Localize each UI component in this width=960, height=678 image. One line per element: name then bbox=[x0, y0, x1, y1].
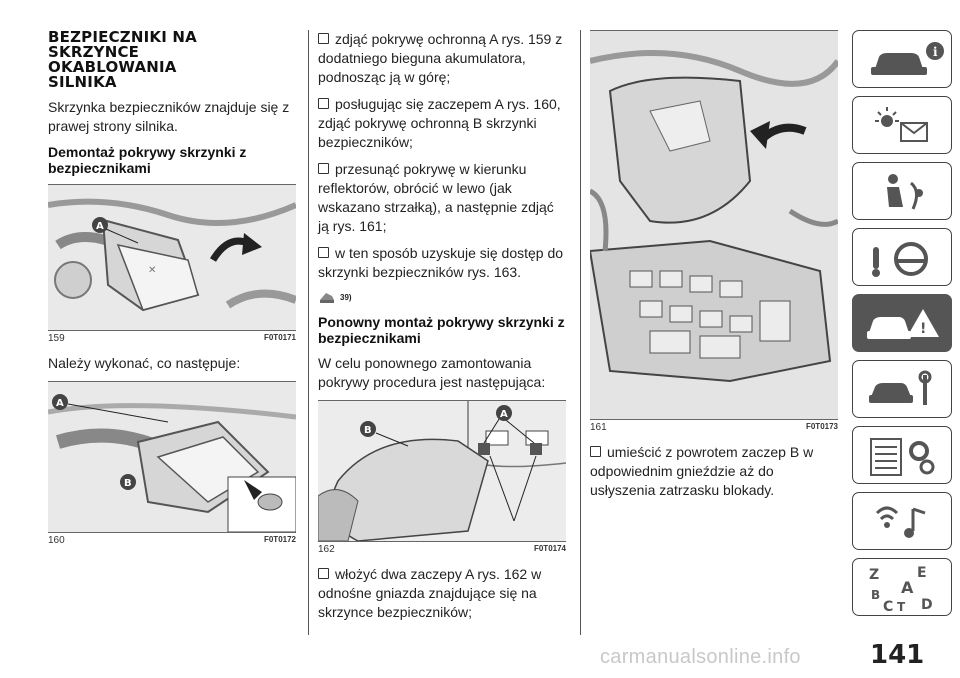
figure-160 bbox=[48, 381, 296, 533]
tab-index[interactable] bbox=[852, 558, 952, 616]
reinstall-intro: W celu ponownego zamontowania pokrywy procedura jest następująca: bbox=[318, 355, 546, 390]
step-2 bbox=[318, 95, 566, 152]
watermark: carmanualsonline.info bbox=[600, 646, 801, 668]
tab-starting-driving[interactable] bbox=[852, 228, 952, 286]
step-4 bbox=[318, 244, 566, 282]
figure-161 bbox=[590, 30, 838, 420]
step-5-text: włożyć dwa zaczepy A rys. 162 w odnośne gniazda znajdujące się na skrzynce bezpieczników; bbox=[318, 566, 542, 620]
tab-emergency[interactable] bbox=[852, 294, 952, 352]
column-divider-2 bbox=[580, 30, 581, 635]
figure-160-label-a: A bbox=[56, 398, 64, 409]
figure-161-illustration bbox=[590, 30, 838, 420]
figure-160-label-b: B bbox=[124, 478, 132, 489]
specs-gear-icon bbox=[853, 427, 953, 485]
step-6 bbox=[590, 443, 838, 500]
index-letter: B bbox=[871, 588, 881, 602]
index-letter: D bbox=[921, 597, 933, 613]
column-2 bbox=[318, 30, 566, 630]
intro-paragraph: Skrzynka bezpieczników znajduje się z prawej strony silnika. bbox=[48, 99, 290, 134]
section-title: BEZPIECZNIKI NA SKRZYNCE OKABLOWANIA SILNIKA bbox=[48, 28, 197, 91]
figure-161-number: 161 bbox=[590, 422, 607, 433]
column-3 bbox=[590, 30, 838, 508]
multimedia-icon bbox=[853, 493, 953, 551]
index-letter: Z bbox=[869, 567, 880, 583]
figure-161-caption bbox=[590, 422, 838, 433]
tab-car-info[interactable] bbox=[852, 30, 952, 88]
index-letter: E bbox=[917, 565, 927, 581]
svg-text:!: ! bbox=[920, 321, 927, 337]
figure-162 bbox=[318, 400, 566, 542]
step-2-text: posługując się zaczepem A rys. 160, zdjąć pokrywę ochronną B skrzynki bezpieczników; bbox=[318, 96, 561, 150]
tab-technical-data[interactable] bbox=[852, 426, 952, 484]
figure-159-number: 159 bbox=[48, 333, 65, 344]
figure-160-code: F0T0172 bbox=[263, 535, 296, 544]
checkbox-bullet-icon bbox=[590, 446, 601, 457]
warning-reference bbox=[318, 290, 566, 304]
tab-warning-lights[interactable] bbox=[852, 96, 952, 154]
index-letter: A bbox=[901, 578, 914, 597]
index-letter: T bbox=[897, 600, 906, 614]
figure-159 bbox=[48, 184, 296, 331]
step-3 bbox=[318, 160, 566, 236]
step-1 bbox=[318, 30, 566, 87]
emergency-icon bbox=[853, 295, 953, 353]
svg-text:i: i bbox=[933, 45, 938, 59]
checkbox-bullet-icon bbox=[318, 163, 329, 174]
figure-162-number: 162 bbox=[318, 544, 335, 555]
figure-159-caption bbox=[48, 333, 296, 344]
page-number: 141 bbox=[870, 640, 925, 670]
tab-maintenance[interactable] bbox=[852, 360, 952, 418]
figure-162-label-a: A bbox=[500, 409, 508, 420]
safety-seat-icon bbox=[853, 163, 953, 221]
subheading-removal: Demontaż pokrywy skrzynki z bezpiecznikami bbox=[48, 144, 247, 176]
figure-159-label-a: A bbox=[96, 221, 104, 232]
step-4-text: w ten sposób uzyskuje się dostęp do skrzynki bezpieczników rys. 163. bbox=[318, 245, 564, 280]
checkbox-bullet-icon bbox=[318, 33, 329, 44]
figure-162-label-b: B bbox=[364, 425, 372, 436]
warning-ref-number: 39) bbox=[340, 292, 352, 302]
figure-160-caption bbox=[48, 535, 296, 546]
tab-safety[interactable] bbox=[852, 162, 952, 220]
column-1 bbox=[48, 30, 296, 556]
step-3-text: przesunąć pokrywę w kierunku reflektorów, obrócić w lewo (jak wskazano strzałką), a następnie zdjąć ją rys. 161; bbox=[318, 161, 554, 234]
figure-159-code: F0T0171 bbox=[263, 333, 296, 342]
figure-160-number: 160 bbox=[48, 535, 65, 546]
figure-160-illustration bbox=[48, 381, 296, 533]
figure-162-code: F0T0174 bbox=[533, 544, 566, 553]
car-info-icon bbox=[853, 31, 953, 89]
warning-lights-icon bbox=[853, 97, 953, 155]
after-figure-text: Należy wykonać, co następuje: bbox=[48, 355, 241, 371]
index-letter: C bbox=[883, 599, 894, 615]
steering-key-icon bbox=[853, 229, 953, 287]
figure-161-code: F0T0173 bbox=[805, 422, 838, 431]
checkbox-bullet-icon bbox=[318, 98, 329, 109]
warning-hand-icon bbox=[318, 290, 336, 304]
step-5 bbox=[318, 565, 566, 622]
tab-multimedia[interactable] bbox=[852, 492, 952, 550]
column-divider-1 bbox=[308, 30, 309, 635]
figure-162-illustration bbox=[318, 400, 566, 542]
subheading-reinstall: Ponowny montaż pokrywy skrzynki z bezpiecznikami bbox=[318, 314, 565, 346]
maintenance-icon bbox=[853, 361, 953, 419]
checkbox-bullet-icon bbox=[318, 568, 329, 579]
svg-text:✕: ✕ bbox=[148, 265, 157, 276]
step-1-text: zdjąć pokrywę ochronną A rys. 159 z dodatniego bieguna akumulatora, podnosząc ją w górę; bbox=[318, 31, 563, 85]
step-6-text: umieścić z powrotem zaczep B w odpowiednim gnieździe aż do usłyszenia zatrzasku blokady. bbox=[590, 444, 814, 498]
checkbox-bullet-icon bbox=[318, 247, 329, 258]
index-letters-icon bbox=[853, 559, 953, 617]
figure-162-caption bbox=[318, 544, 566, 555]
figure-159-illustration bbox=[48, 184, 296, 331]
